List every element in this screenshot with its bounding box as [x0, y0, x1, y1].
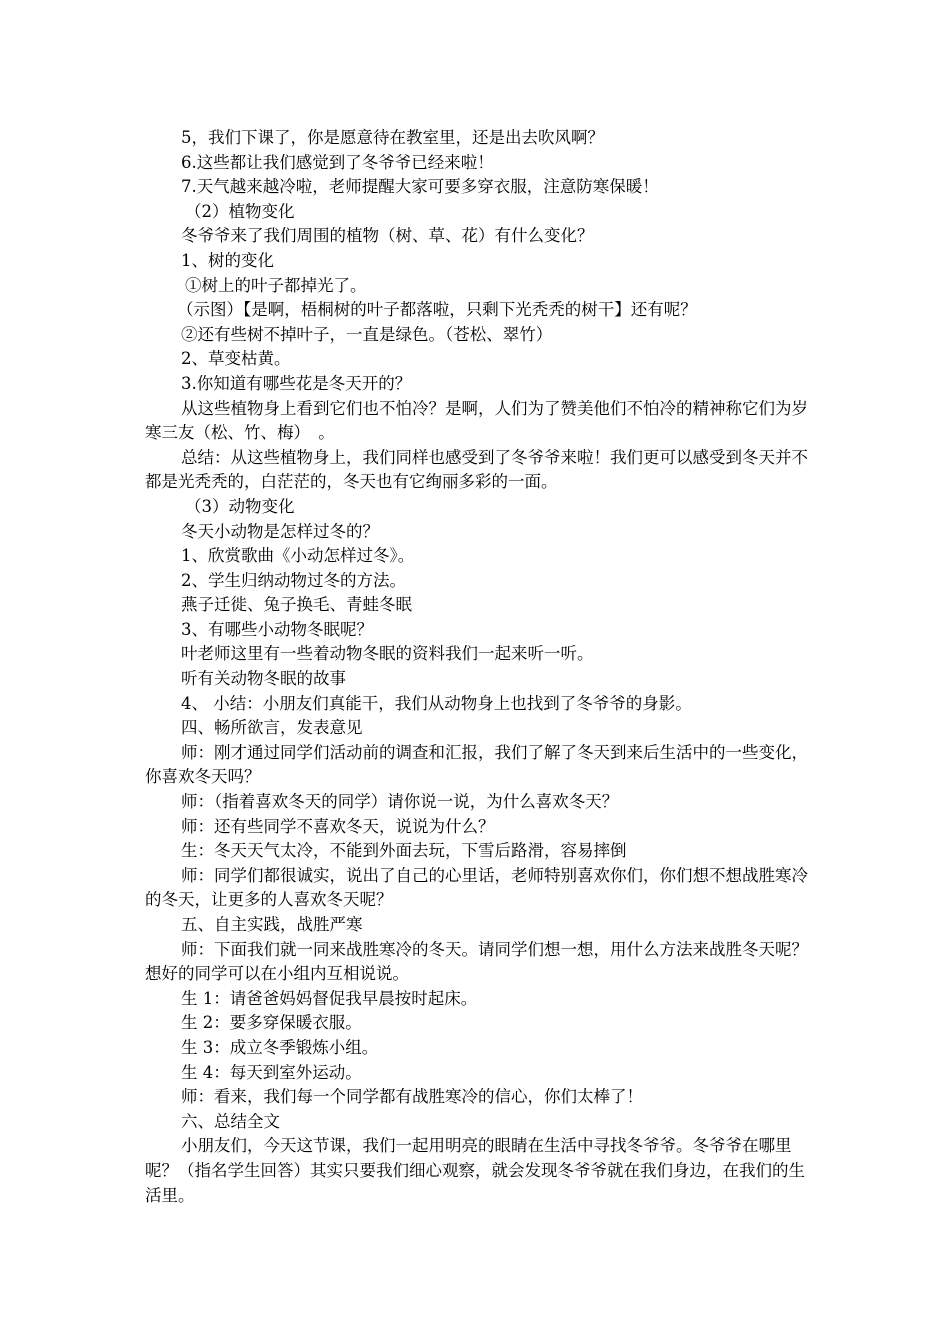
paragraph-3: 7.天气越来越冷啦，老师提醒大家可要多穿衣服，注意防寒保暖！ — [181, 177, 659, 197]
paragraph-26: 师：还有些同学不喜欢冬天，说说为什么？ — [181, 816, 495, 836]
section-heading-plants: （2）植物变化 — [185, 201, 295, 221]
paragraph-22: 4、 小结：小朋友们真能干，我们从动物身上也找到了冬爷爷的身影。 — [181, 693, 692, 713]
paragraph-7: ①树上的叶子都掉光了。 — [185, 275, 367, 295]
paragraph-31: 生 1：请爸爸妈妈督促我早晨按时起床。 — [181, 988, 478, 1008]
paragraph-32: 生 2：要多穿保暖衣服。 — [181, 1013, 362, 1033]
paragraph-12: 从这些植物身上看到它们也不怕冷？是啊，人们为了赞美他们不怕冷的精神称它们为岁寒三友（松、竹、梅） 。 — [145, 398, 808, 443]
section-heading-animals: （3）动物变化 — [185, 496, 295, 516]
paragraph-19: 3、有哪些小动物冬眠呢？ — [181, 619, 373, 639]
paragraph-30: 师：下面我们就一同来战胜寒冷的冬天。请同学们想一想，用什么方法来战胜冬天呢？想好的同学可以在小组内互相说说。 — [145, 939, 808, 984]
paragraph-18: 燕子迁徙、兔子换毛、青蛙冬眠 — [181, 595, 412, 615]
paragraph-27: 生：冬天天气太冷，不能到外面去玩，下雪后路滑，容易摔倒 — [181, 841, 627, 861]
section-heading-4: 四、畅所欲言，发表意见 — [181, 718, 363, 738]
paragraph-35: 师：看来，我们每一个同学都有战胜寒冷的信心，你们太棒了！ — [181, 1087, 643, 1107]
paragraph-21: 听有关动物冬眠的故事 — [181, 669, 346, 689]
paragraph-13: 总结：从这些植物身上，我们同样也感受到了冬爷爷来啦！我们更可以感受到冬天并不都是光秃秃的，白茫茫的，冬天也有它绚丽多彩的一面。 — [145, 447, 808, 492]
paragraph-8: （示图）【是啊，梧桐树的叶子都落啦，只剩下光秃秃的树干】还有呢？ — [177, 300, 697, 320]
paragraph-5: 冬爷爷来了我们周围的植物（树、草、花）有什么变化？ — [181, 226, 594, 246]
paragraph-11: 3.你知道有哪些花是冬天开的？ — [181, 373, 412, 393]
paragraph-16: 1、欣赏歌曲《小动怎样过冬》。 — [181, 546, 415, 566]
paragraph-6: 1、树的变化 — [181, 250, 274, 270]
paragraph-1: 5，我们下课了，你是愿意待在教室里，还是出去吹风啊？ — [181, 128, 604, 147]
document-body — [145, 126, 810, 1208]
paragraph-17: 2、学生归纳动物过冬的方法。 — [181, 570, 406, 590]
paragraph-10: 2、草变枯黄。 — [181, 349, 291, 369]
paragraph-25: 师：（指着喜欢冬天的同学）请你说一说，为什么喜欢冬天？ — [181, 792, 619, 812]
paragraph-20: 叶老师这里有一些着动物冬眠的资料我们一起来听一听。 — [181, 644, 594, 664]
paragraph-28: 师：同学们都很诚实，说出了自己的心里话，老师特别喜欢你们，你们想不想战胜寒冷的冬天，让更多的人喜欢冬天呢？ — [145, 865, 808, 910]
section-heading-6: 六、总结全文 — [181, 1111, 280, 1131]
paragraph-37: 小朋友们，今天这节课，我们一起用明亮的眼睛在生活中寻找冬爷爷。冬爷爷在哪里呢？（指名学生回答）其实只要我们细心观察，就会发现冬爷爷就在我们身边，在我们的生活里。 — [145, 1136, 805, 1205]
paragraph-34: 生 4：每天到室外运动。 — [181, 1062, 362, 1082]
paragraph-9: ②还有些树不掉叶子，一直是绿色。（苍松、翠竹） — [181, 324, 553, 344]
paragraph-2: 6.这些都让我们感觉到了冬爷爷已经来啦！ — [181, 152, 494, 172]
paragraph-15: 冬天小动物是怎样过冬的？ — [181, 521, 379, 541]
paragraph-33: 生 3：成立冬季锻炼小组。 — [181, 1037, 379, 1057]
paragraph-24: 师：刚才通过同学们活动前的调查和汇报，我们了解了冬天到来后生活中的一些变化，你喜欢冬天吗？ — [145, 742, 808, 787]
section-heading-5: 五、自主实践，战胜严寒 — [181, 915, 363, 934]
